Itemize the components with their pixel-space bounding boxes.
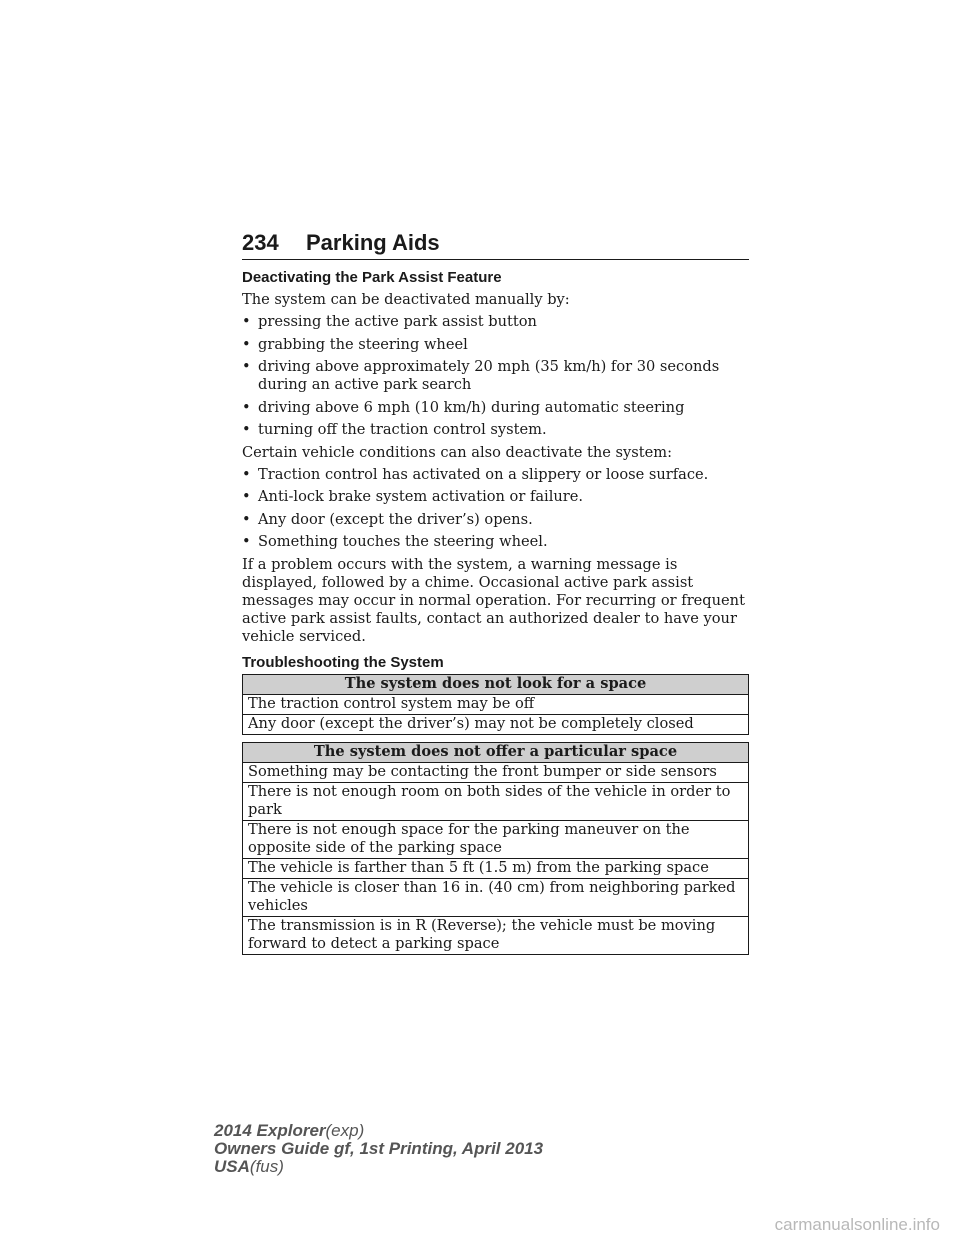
list-item: • Anti-lock brake system activation or failure. — [242, 488, 584, 505]
list-item: • Any door (except the driver’s) opens. — [242, 510, 533, 528]
table-row: There is not enough space for the parking maneuver on the opposite side of the parking space — [243, 820, 749, 858]
bullet-icon: • — [242, 533, 251, 550]
bullet-icon: • — [242, 358, 251, 375]
list-item: • Something touches the steering wheel. — [242, 533, 548, 550]
bullet-icon: • — [242, 398, 251, 416]
table-row: The traction control system may be off — [243, 694, 749, 714]
table-row: Any door (except the driver’s) may not be completely closed — [243, 714, 749, 734]
deactivating-heading: Deactivating the Park Assist Feature — [242, 269, 502, 286]
page-header — [242, 228, 749, 260]
troubleshooting-table-no-offer — [242, 742, 749, 955]
footer-line-model: 2014 Explorer(exp) — [214, 1121, 365, 1140]
footer-line-market: USA(fus) — [214, 1157, 284, 1176]
document-footer — [214, 1122, 543, 1176]
problem-paragraph: If a problem occurs with the system, a warning message is displayed, followed by a chime. Occasional active park assist messages may occur in normal operation. For recurring or frequent active park assist faults, contact an authorized dealer to have your vehicle serviced. — [242, 555, 745, 645]
deactivating-intro: The system can be deactivated manually by: — [242, 291, 570, 308]
table-header: The system does not offer a particular space — [243, 742, 749, 762]
troubleshooting-heading: Troubleshooting the System — [242, 653, 444, 671]
footer-line-edition: Owners Guide gf, 1st Printing, April 2013 — [214, 1139, 544, 1158]
bullet-icon: • — [242, 465, 251, 483]
troubleshooting-table-no-search — [242, 674, 749, 735]
list-item: • driving above approximately 20 mph (35 km/h) for 30 seconds during an active park search — [242, 358, 720, 393]
list-item: • driving above 6 mph (10 km/h) during automatic steering — [242, 398, 685, 416]
list-item: • Traction control has activated on a slippery or loose surface. — [242, 465, 709, 483]
page-content — [242, 268, 749, 962]
table-row: The vehicle is closer than 16 in. (40 cm) from neighboring parked vehicles — [243, 878, 749, 916]
page-number: 234 — [242, 230, 279, 255]
section-title: Parking Aids — [306, 230, 440, 255]
watermark: carmanualsonline.info — [774, 1215, 940, 1234]
bullet-icon: • — [242, 335, 251, 353]
bullet-icon: • — [242, 510, 251, 528]
list-item: • grabbing the steering wheel — [242, 335, 468, 353]
conditions-list — [242, 466, 749, 552]
bullet-icon: • — [242, 421, 251, 438]
conditions-intro: Certain vehicle conditions can also deactivate the system: — [242, 443, 673, 461]
list-item: • turning off the traction control system. — [242, 421, 547, 438]
manual-deactivation-list — [242, 313, 749, 439]
list-item: • pressing the active park assist button — [242, 313, 537, 330]
table-row: The vehicle is farther than 5 ft (1.5 m) from the parking space — [243, 858, 749, 878]
table-header: The system does not look for a space — [243, 674, 749, 694]
table-row: The transmission is in R (Reverse); the vehicle must be moving forward to detect a parking space — [243, 916, 749, 954]
bullet-icon: • — [242, 488, 251, 505]
bullet-icon: • — [242, 313, 251, 330]
table-row: Something may be contacting the front bumper or side sensors — [243, 762, 749, 782]
table-row: There is not enough room on both sides of the vehicle in order to park — [243, 782, 749, 820]
